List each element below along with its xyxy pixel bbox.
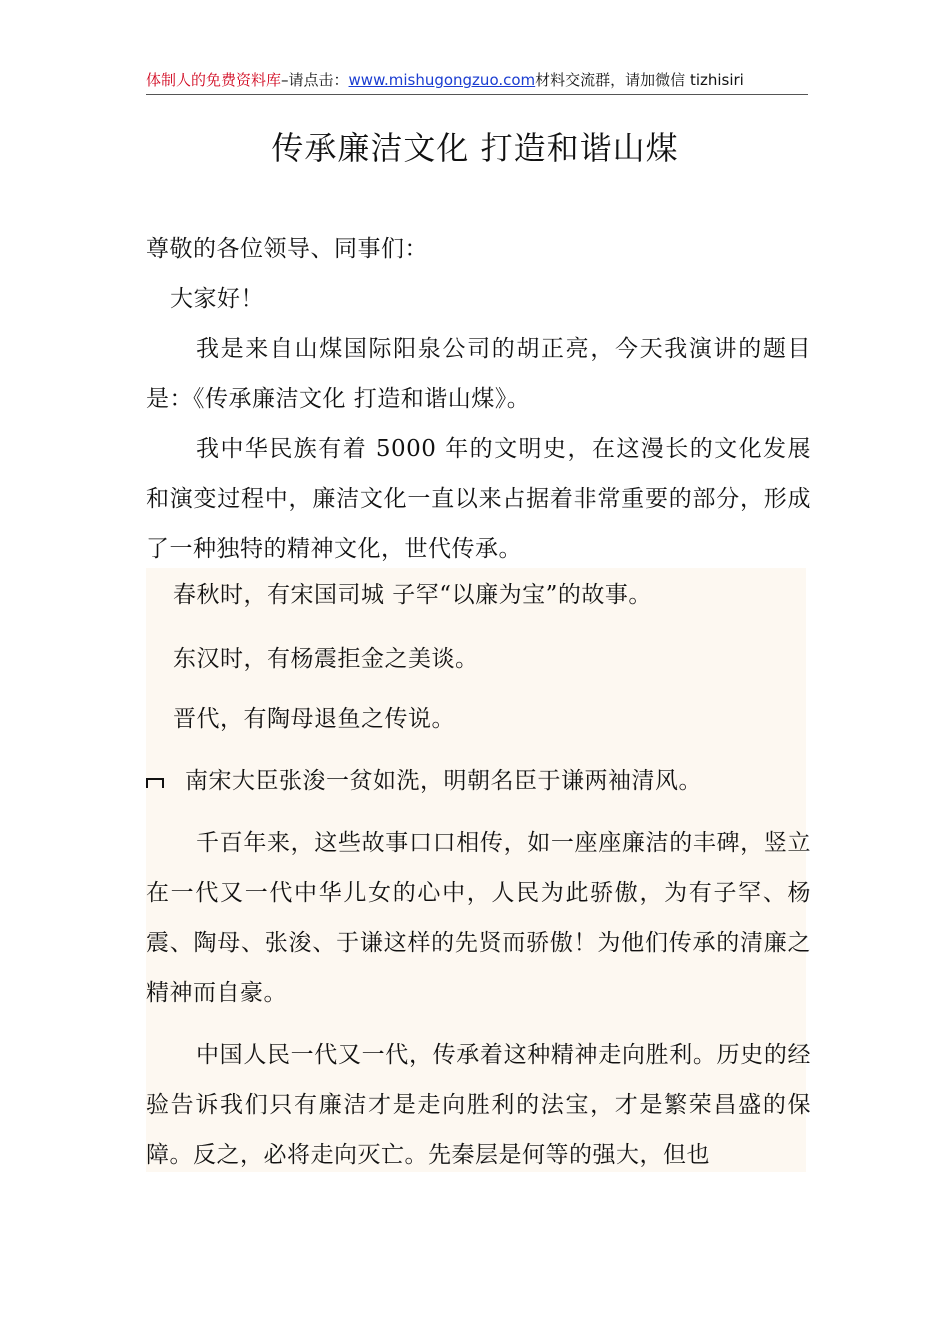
header-separator: –请点击：: [281, 71, 349, 89]
story-line: 南宋大臣张浚一贫如洗，明朝名臣于谦两袖清风。: [185, 768, 702, 794]
culture-paragraph: 我中华民族有着 5000 年的文明史，在这漫长的文化发展和演变过程中，廉洁文化一直以来占据着非常重要的部分，形成了一种独特的精神文化，世代传承。: [146, 436, 811, 562]
bracket-mark-icon: [146, 778, 164, 788]
greeting: 大家好！: [170, 286, 264, 312]
header-note: 材料交流群，请加微信 tizhisiri: [535, 71, 744, 89]
thousand-years-paragraph: 千百年来，这些故事口口相传，如一座座廉洁的丰碑，竖立在一代又一代中华儿女的心中，人民为此骄傲，为有子罕、杨震、陶母、张浚、于谦这样的先贤而骄傲！为他们传承的清廉之精神而自豪。: [146, 830, 811, 1006]
document-title: 传承廉洁文化 打造和谐山煤: [271, 129, 679, 167]
salutation: 尊敬的各位领导、同事们：: [146, 236, 428, 262]
story-line: 东汉时，有杨震拒金之美谈。: [173, 646, 479, 672]
story-line: 晋代，有陶母退鱼之传说。: [173, 706, 455, 732]
header-brand: 体制人的免费资料库: [146, 71, 282, 89]
header-link[interactable]: www.mishugongzuo.com: [348, 71, 536, 89]
intro-paragraph: 我是来自山煤国际阳泉公司的胡正亮，今天我演讲的题目是：《传承廉洁文化 打造和谐山煤》。: [146, 336, 811, 412]
page-header: [146, 70, 808, 95]
people-paragraph: 中国人民一代又一代，传承着这种精神走向胜利。历史的经验告诉我们只有廉洁才是走向胜利的法宝，才是繁荣昌盛的保障。反之，必将走向灭亡。先秦层是何等的强大，但也: [146, 1042, 811, 1168]
story-line: 春秋时，有宋国司城 子罕“以廉为宝”的故事。: [173, 582, 652, 608]
